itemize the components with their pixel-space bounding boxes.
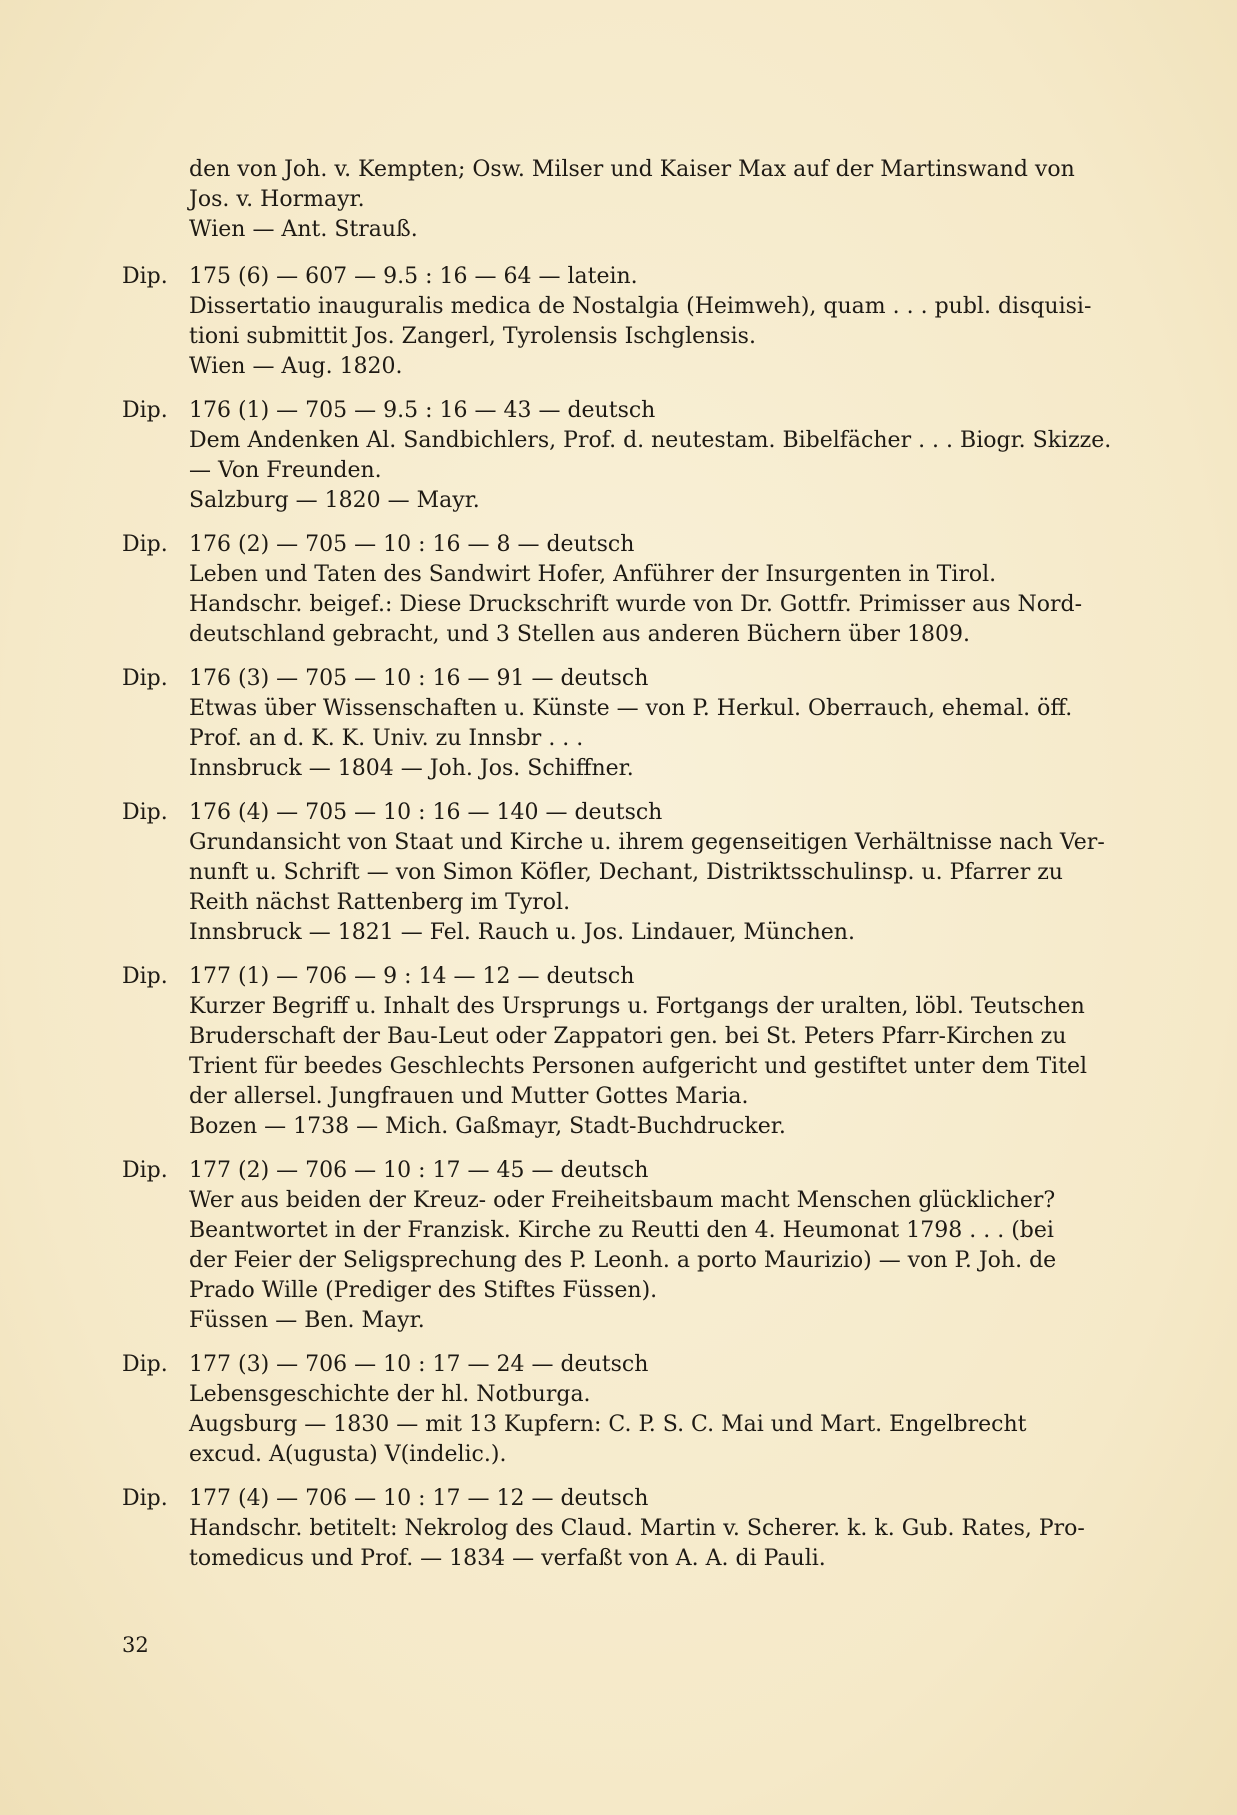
entry-signature: Dip. <box>122 800 168 825</box>
text-line: Salzburg — 1820 — Mayr. <box>189 488 480 513</box>
text-line: tioni submittit Jos. Zangerl, Tyrolensis Ischglensis. <box>189 324 756 349</box>
catalog-entry <box>122 1156 1122 1336</box>
entry-shelfmark: 175 (6) — 607 — 9.5 : 16 — 64 — latein. <box>189 264 638 289</box>
text-line: Reith nächst Rattenberg im Tyrol. <box>189 890 571 915</box>
entry-signature: Dip. <box>122 1486 168 1511</box>
text-line: der allersel. Jungfrauen und Mutter Gottes Maria. <box>189 1084 749 1109</box>
entry-shelfmark: 176 (2) — 705 — 10 : 16 — 8 — deutsch <box>189 532 635 557</box>
text-line: Bruderschaft der Bau-Leut oder Zappatori gen. bei St. Peters Pfarr-Kirchen zu <box>189 1024 1067 1049</box>
page-number: 32 <box>122 1633 149 1657</box>
entry-heading <box>122 798 1122 828</box>
text-line: nunft u. Schrift — von Simon Köfler, Dechant, Distriktsschulinsp. u. Pfarrer zu <box>189 860 1063 885</box>
entry-shelfmark: 177 (2) — 706 — 10 : 17 — 45 — deutsch <box>189 1158 649 1183</box>
text-line: Handschr. betitelt: Nekrolog des Claud. Martin v. Scherer. k. k. Gub. Rates, Pro- <box>189 1516 1085 1541</box>
text-line: Füssen — Ben. Mayr. <box>189 1308 425 1333</box>
catalog-entries <box>122 262 1122 1588</box>
text-line: Etwas über Wissenschaften u. Künste — von P. Herkul. Oberrauch, ehemal. öff. <box>189 696 1073 721</box>
text-line: Dissertatio inauguralis medica de Nostalgia (Heimweh), quam . . . publ. disquisi- <box>189 294 1092 319</box>
text-line: Dem Andenken Al. Sandbichlers, Prof. d. neutestam. Bibelfächer . . . Biogr. Skizze. <box>189 428 1112 453</box>
text-line: — Von Freunden. <box>189 458 382 483</box>
text-line: Lebensgeschichte der hl. Notburga. <box>189 1382 591 1407</box>
entry-signature: Dip. <box>122 1158 168 1183</box>
entry-shelfmark: 177 (1) — 706 — 9 : 14 — 12 — deutsch <box>189 964 635 989</box>
entry-shelfmark: 176 (4) — 705 — 10 : 16 — 140 — deutsch <box>189 800 663 825</box>
text-line: excud. A(ugusta) V(indelic.). <box>189 1442 507 1467</box>
entry-heading <box>122 396 1122 426</box>
text-line: Handschr. beigef.: Diese Druckschrift wurde von Dr. Gottfr. Primisser aus Nord- <box>189 592 1083 617</box>
entry-signature: Dip. <box>122 666 168 691</box>
text-line: Prado Wille (Prediger des Stiftes Füssen). <box>189 1278 658 1303</box>
entry-shelfmark: 177 (4) — 706 — 10 : 17 — 12 — deutsch <box>189 1486 649 1511</box>
text-line: den von Joh. v. Kempten; Osw. Milser und Kaiser Max auf der Martinswand von <box>189 157 1075 182</box>
text-line: Beantwortet in der Franzisk. Kirche zu Reutti den 4. Heumonat 1798 . . . (bei <box>189 1218 1054 1243</box>
entry-shelfmark: 176 (3) — 705 — 10 : 16 — 91 — deutsch <box>189 666 649 691</box>
continuation-text <box>189 155 1114 245</box>
text-line: Innsbruck — 1821 — Fel. Rauch u. Jos. Lindauer, München. <box>189 920 855 945</box>
text-line: Kurzer Begriff u. Inhalt des Ursprungs u. Fortgangs der uralten, löbl. Teutschen <box>189 994 1085 1019</box>
text-line: Bozen — 1738 — Mich. Gaßmayr, Stadt-Buchdrucker. <box>189 1114 786 1139</box>
entry-heading <box>122 1484 1122 1514</box>
catalog-entry <box>122 1350 1122 1470</box>
catalog-entry <box>122 530 1122 650</box>
entry-signature: Dip. <box>122 1352 168 1377</box>
catalog-entry <box>122 1484 1122 1574</box>
catalog-entry <box>122 664 1122 784</box>
entry-heading <box>122 530 1122 560</box>
catalog-entry <box>122 262 1122 382</box>
catalog-entry <box>122 962 1122 1142</box>
entry-shelfmark: 176 (1) — 705 — 9.5 : 16 — 43 — deutsch <box>189 398 656 423</box>
entry-signature: Dip. <box>122 398 168 423</box>
entry-heading <box>122 1350 1122 1380</box>
entry-heading <box>122 962 1122 992</box>
entry-signature: Dip. <box>122 532 168 557</box>
catalog-entry <box>122 396 1122 516</box>
text-line: deutschland gebracht, und 3 Stellen aus anderen Büchern über 1809. <box>189 622 970 647</box>
catalog-entry <box>122 798 1122 948</box>
text-line: tomedicus und Prof. — 1834 — verfaßt von A. A. di Pauli. <box>189 1546 826 1571</box>
text-line: Leben und Taten des Sandwirt Hofer, Anführer der Insurgenten in Tirol. <box>189 562 997 587</box>
entry-signature: Dip. <box>122 964 168 989</box>
text-line: Innsbruck — 1804 — Joh. Jos. Schiffner. <box>189 756 634 781</box>
text-line: Prof. an d. K. K. Univ. zu Innsbr . . . <box>189 726 584 751</box>
entry-heading <box>122 664 1122 694</box>
text-line: Wer aus beiden der Kreuz- oder Freiheitsbaum macht Menschen glücklicher? <box>189 1188 1056 1213</box>
entry-signature: Dip. <box>122 264 168 289</box>
text-line: Wien — Aug. 1820. <box>189 354 403 379</box>
entry-heading <box>122 1156 1122 1186</box>
text-line: der Feier der Seligsprechung des P. Leonh. a porto Maurizio) — von P. Joh. de <box>189 1248 1057 1273</box>
entry-heading <box>122 262 1122 292</box>
text-line: Augsburg — 1830 — mit 13 Kupfern: C. P. S. C. Mai und Mart. Engelbrecht <box>189 1412 1027 1437</box>
text-line: Wien — Ant. Strauß. <box>189 217 418 242</box>
text-line: Grundansicht von Staat und Kirche u. ihrem gegenseitigen Verhältnisse nach Ver- <box>189 830 1105 855</box>
entry-shelfmark: 177 (3) — 706 — 10 : 17 — 24 — deutsch <box>189 1352 649 1377</box>
text-line: Jos. v. Hormayr. <box>189 187 365 212</box>
text-line: Trient für beedes Geschlechts Personen aufgericht und gestiftet unter dem Titel <box>189 1054 1088 1079</box>
